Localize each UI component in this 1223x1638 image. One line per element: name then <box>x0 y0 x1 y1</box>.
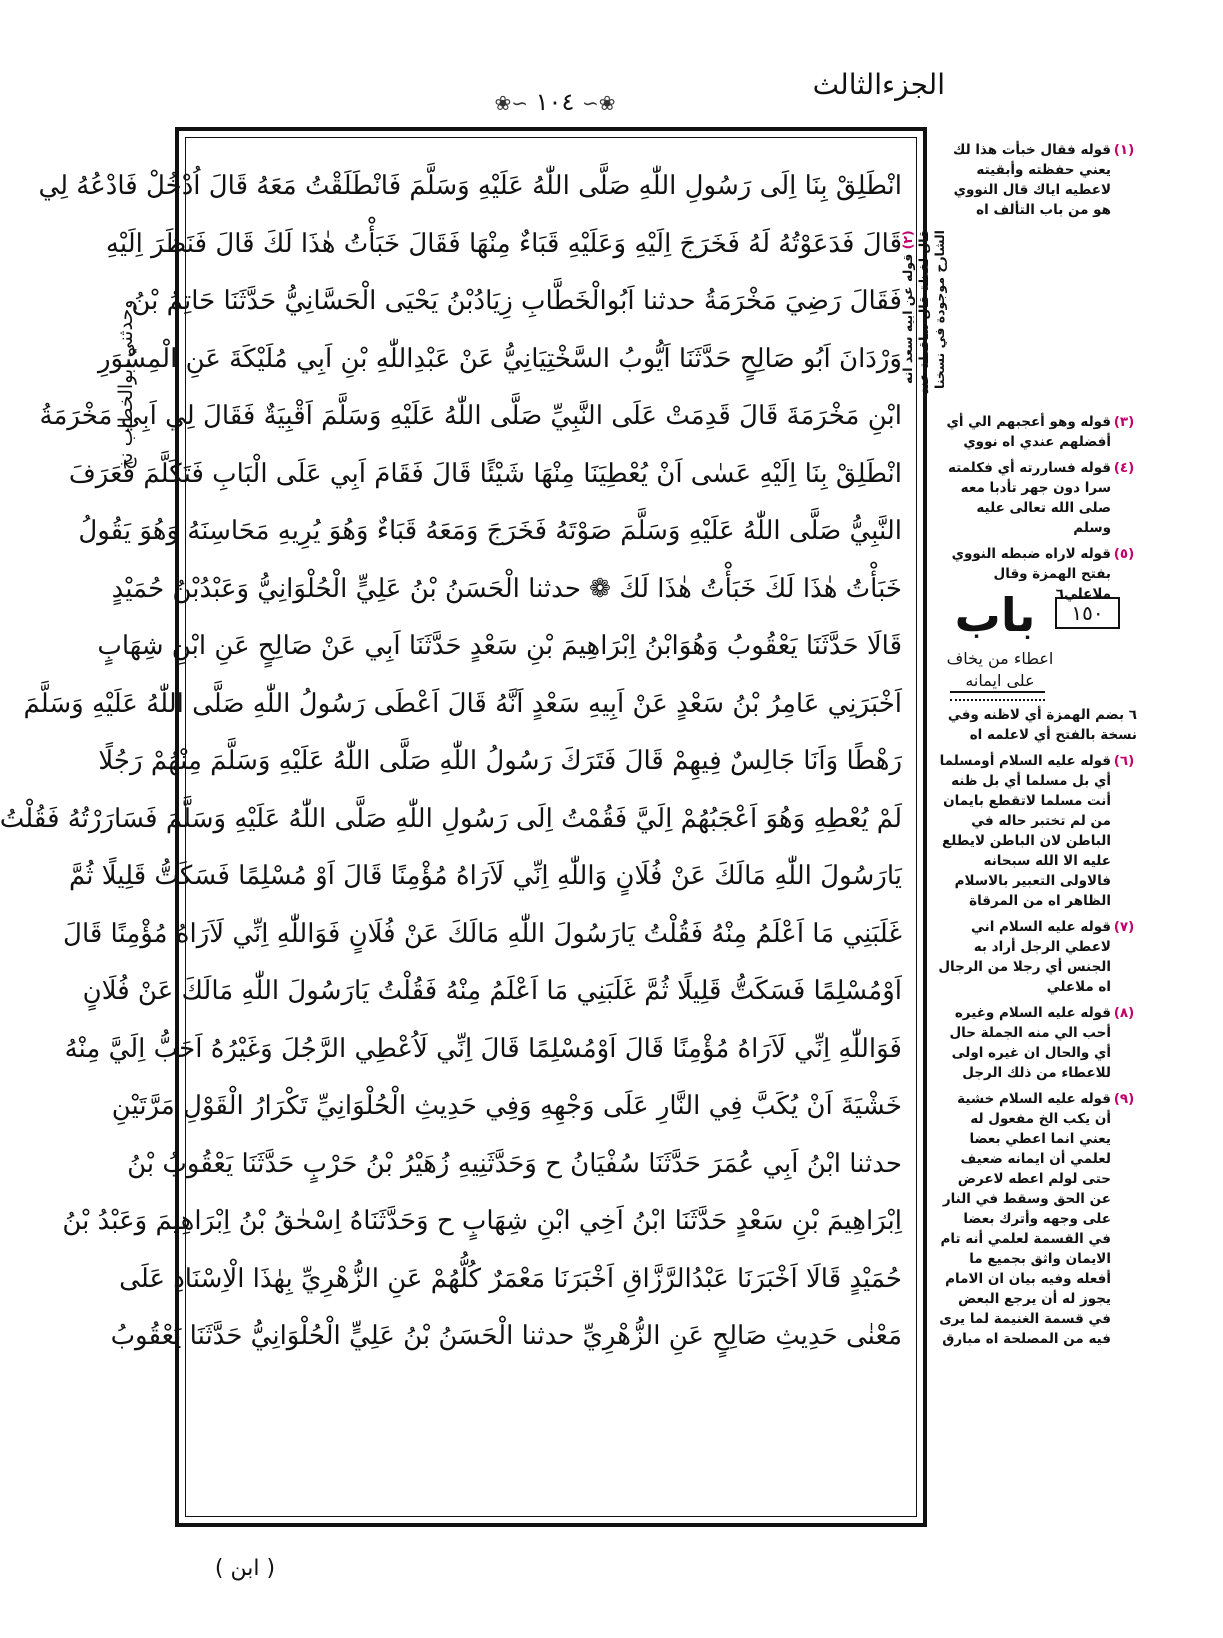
side-notes-middle <box>937 412 1137 610</box>
page-number <box>485 88 625 116</box>
text-line: النَّبِيُّ صَلَّى اللّٰهُ عَلَيْهِ وَسَلَّمَ صَوْتَهُ فَخَرَجَ وَمَعَهُ قَبَاءٌ وَهُوَ يُرِيهِ مَحَاسِنَهُ وَهُوَ يَقُولُ <box>78 516 902 546</box>
text-line: حدثنا ابْنُ اَبِي عُمَرَ حَدَّثَنَا سُفْيَانُ ح وَحَدَّثَنِيهِ زُهَيْرُ بْنُ حَرْبٍ حَدَّثَنَا يَعْقُوبُ بْنُ <box>127 1148 902 1179</box>
side-note-3 <box>937 412 1137 452</box>
note-text: قوله عليه السلام وغيره أحب الي منه الجملة حال أي والحال ان غيره اولى للاعطاء من ذلك الرجل <box>949 1005 1111 1081</box>
note-number: (٢) <box>900 230 915 250</box>
side-note-4 <box>937 458 1137 538</box>
side-note-continuation <box>937 705 1137 745</box>
chapter-title: باب <box>954 588 1036 642</box>
note-number: (٤) <box>1113 460 1135 476</box>
footer-catchword: ( ابن ) <box>214 1556 276 1581</box>
note-text: قوله عن ابيه سعد انه قال لفظة قال ساقطة عند الشارح موجودة في نسخنا <box>900 230 947 395</box>
text-line: قَالَ فَدَعَوْتُهُ لَهُ فَخَرَجَ اِلَيْهِ وَعَلَيْهِ قَبَاءٌ مِنْهَا فَقَالَ خَبَأْتُ هٰذَا لَكَ قَالَ فَنَظَرَ اِلَيْهِ <box>105 228 902 259</box>
page-number-value: ١٠٤ <box>535 88 575 116</box>
side-note-7 <box>937 917 1137 997</box>
text-line: انْطَلِقْ بِنَا اِلَيْهِ عَسٰى اَنْ يُعْطِيَنَا مِنْهَا شَيْئًا قَالَ فَقَامَ اَبِي عَلَى الْبَابِ فَتَكَلَّمَ فَعَرَفَ <box>68 458 902 489</box>
side-note-6 <box>937 751 1137 911</box>
note-number: (١) <box>1113 142 1135 158</box>
chapter-subtitle: اعطاء من يخاف على ايمانه <box>946 649 1054 690</box>
side-note-1 <box>937 140 1137 220</box>
text-line: حُمَيْدٍ قَالَا اَخْبَرَنَا عَبْدُالرَّزَّاقِ اَخْبَرَنَا مَعْمَرٌ كُلُّهُمْ عَنِ الزُّهْرِيِّ بِهٰذَا الْاِسْنَادِ عَلَى <box>119 1263 902 1294</box>
note-number: (٦) <box>1113 753 1135 769</box>
chapter-number-box: ١٥٠ <box>1055 597 1120 629</box>
side-note-2 <box>900 230 960 400</box>
text-line: رَهْطًا وَاَنَا جَالِسٌ فِيهِمْ قَالَ فَتَرَكَ رَسُولُ اللّٰهِ صَلَّى اللّٰهُ عَلَيْهِ وَسَلَّمَ مِنْهُمْ رَجُلًا <box>98 746 902 776</box>
text-line: يَارَسُولَ اللّٰهِ مَالَكَ عَنْ فُلَانٍ وَاللّٰهِ اِنِّي لَاَرَاهُ مُؤْمِنًا قَالَ اَوْ مُسْلِمًا فَسَكَتُّ قَلِيلًا ثُمَّ <box>68 861 902 891</box>
text-line: ابْنِ مَخْرَمَةَ قَالَ قَدِمَتْ عَلَى النَّبِيِّ صَلَّى اللّٰهُ عَلَيْهِ وَسَلَّمَ اَقْبِيَةٌ فَقَالَ لِي اَبِي مَخْرَمَةُ <box>39 401 902 431</box>
text-line: اِبْرَاهِيمَ بْنِ سَعْدٍ حَدَّثَنَا ابْنُ اَخِي ابْنِ شِهَابٍ ح وَحَدَّثَنَاهُ اِسْحٰقُ بْنُ اِبْرَاهِيمَ وَعَبْدُ بْنُ <box>62 1206 902 1236</box>
text-line: وَرْدَانَ اَبُو صَالِحٍ حَدَّثَنَا اَيُّوبُ السَّخْتِيَانِيُّ عَنْ عَبْدِاللّٰهِ بْنِ اَبِي مُلَيْكَةَ عَنِ الْمِسْوَرِ <box>97 343 902 374</box>
note-text: قوله فقال خبأت هذا لك يعني حفظته وأبقيته لاعطيه اياك قال النووي هو من باب التألف اه <box>953 142 1111 218</box>
text-line: فَقَالَ رَضِيَ مَخْرَمَةُ حدثنا اَبُوالْخَطَّابِ زِيَادُبْنُ يَحْيَى الْحَسَّانِيُّ حَدَّثَنَا حَاتِمُ بْنُ <box>131 286 902 316</box>
side-note-9 <box>937 1089 1137 1349</box>
text-line: اَخْبَرَنِي عَامِرُ بْنُ سَعْدٍ عَنْ اَبِيهِ سَعْدٍ اَنَّهُ قَالَ اَعْطَى رَسُولُ اللّٰهِ صَلَّى اللّٰهُ عَلَيْهِ وَسَلَّمَ <box>23 688 902 719</box>
chapter-divider <box>950 691 1045 701</box>
part-title: الجزءالثالث <box>812 68 945 101</box>
note-number: (٩) <box>1113 1091 1135 1107</box>
note-number: (٣) <box>1113 414 1135 430</box>
note-text: ٦ بضم الهمزة أي لاظنه وفي نسخة بالفتح أي لاعلمه اه <box>947 707 1137 743</box>
text-line: خَشْيَةَ اَنْ يُكَبَّ فِي النَّارِ عَلَى وَجْهِهِ وَفِي حَدِيثِ الْحُلْوَانِيِّ تَكْرَارُ الْقَوْلِ مَرَّتَيْنِ <box>111 1091 902 1121</box>
note-text: قوله فساررته أي فكلمته سرا دون جهر تأدبا معه صلى الله تعالى عليه وسلم <box>947 460 1111 536</box>
note-number: (٥) <box>1113 546 1135 562</box>
outer-margin-note: وحدثني ابوالخطاب نخ <box>115 300 137 471</box>
text-line: فَوَاللّٰهِ اِنِّي لَاَرَاهُ مُؤْمِنًا قَالَ اَوْمُسْلِمًا قَالَ اِنِّي لَاُعْطِي الرَّجُلَ وَغَيْرُهُ اَحَبُّ اِلَيَّ مِنْهُ <box>64 1033 902 1064</box>
ornament-left: ❀∽ <box>494 91 529 115</box>
side-notes-top <box>937 140 1137 226</box>
text-line: انْطَلِقْ بِنَا اِلَى رَسُولِ اللّٰهِ صَلَّى اللّٰهُ عَلَيْهِ وَسَلَّمَ فَانْطَلَقْتُ مَعَهُ قَالَ اُدْخُلْ فَادْعُهُ لِي <box>38 171 902 201</box>
text-line: لَمْ يُعْطِهِ وَهُوَ اَعْجَبُهُمْ اِلَيَّ فَقُمْتُ اِلَى رَسُولِ اللّٰهِ صَلَّى اللّٰهُ عَلَيْهِ وَسَلَّمَ فَسَارَرْتُهُ فَقُلْتُ <box>0 803 902 834</box>
note-text: قوله عليه السلام خشية أن يكب الخ مفعول له يعني انما اعطي بعضا لعلمي أن ايمانه ضعيف حتى لولم اعطه لاعرض عن الحق وسقط في النار على وجهه وأترك بعضا في القسمة لعلمي أنه تام الايمان واثق بجميع ما أفعله وفيه بيان ان الامام يجوز له أن يرجع البعض في قسمة الغنيمة لما يرى فيه من المصلحة اه مبارق <box>939 1091 1111 1347</box>
text-line: خَبَأْتُ هٰذَا لَكَ خَبَأْتُ هٰذَا لَكَ ❁ حدثنا الْحَسَنُ بْنُ عَلِيٍّ الْحُلْوَانِيُّ وَعَبْدُبْنُ حُمَيْدٍ <box>111 573 902 604</box>
note-number: (٨) <box>1113 1005 1135 1021</box>
note-text: قوله لاراه ضبطه النووي بفتح الهمزة وقال ملاعلي٦ <box>951 546 1111 602</box>
text-line: اَوْمُسْلِمًا فَسَكَتُّ قَلِيلًا ثُمَّ غَلَبَنِي مَا اَعْلَمُ مِنْهُ فَقُلْتُ يَارَسُولَ اللّٰهِ مَالَكَ عَنْ فُلَانٍ <box>82 976 902 1006</box>
note-text: قوله وهو أعجبهم الي أي أفضلهم عندي اه نووي <box>946 414 1111 450</box>
note-text: قوله عليه السلام اني لاعطي الرجل أراد به الجنس أي رجلا من الرجال اه ملاعلي <box>938 919 1111 995</box>
text-line: غَلَبَنِي مَا اَعْلَمُ مِنْهُ فَقُلْتُ يَارَسُولَ اللّٰهِ مَالَكَ عَنْ فُلَانٍ فَوَاللّٰهِ اِنِّي لَاَرَاهُ مُؤْمِنًا قَالَ <box>63 918 902 949</box>
text-line: قَالَا حَدَّثَنَا يَعْقُوبُ وَهُوَابْنُ اِبْرَاهِيمَ بْنِ سَعْدٍ حَدَّثَنَا اَبِي عَنْ صَالِحٍ عَنِ ابْنِ شِهَابٍ <box>97 631 902 661</box>
text-line: مَعْنٰى حَدِيثِ صَالِحٍ عَنِ الزُّهْرِيِّ حدثنا الْحَسَنُ بْنُ عَلِيٍّ الْحُلْوَانِيُّ حَدَّثَنَا يَعْقُوبُ <box>110 1321 902 1351</box>
note-text: قوله عليه السلام أومسلما أي بل مسلما أي بل ظنه أنت مسلما لاتقطع بايمان من لم تختبر حاله في الباطن لان الباطن لايطلع عليه الا الله سبحانه فالاولى التعبير بالاسلام الظاهر اه من المرقاة <box>939 753 1111 909</box>
note-number: (٧) <box>1113 919 1135 935</box>
side-notes-bottom <box>937 705 1137 1355</box>
ornament-right: ∽❀ <box>581 91 616 115</box>
side-note-8 <box>937 1003 1137 1083</box>
